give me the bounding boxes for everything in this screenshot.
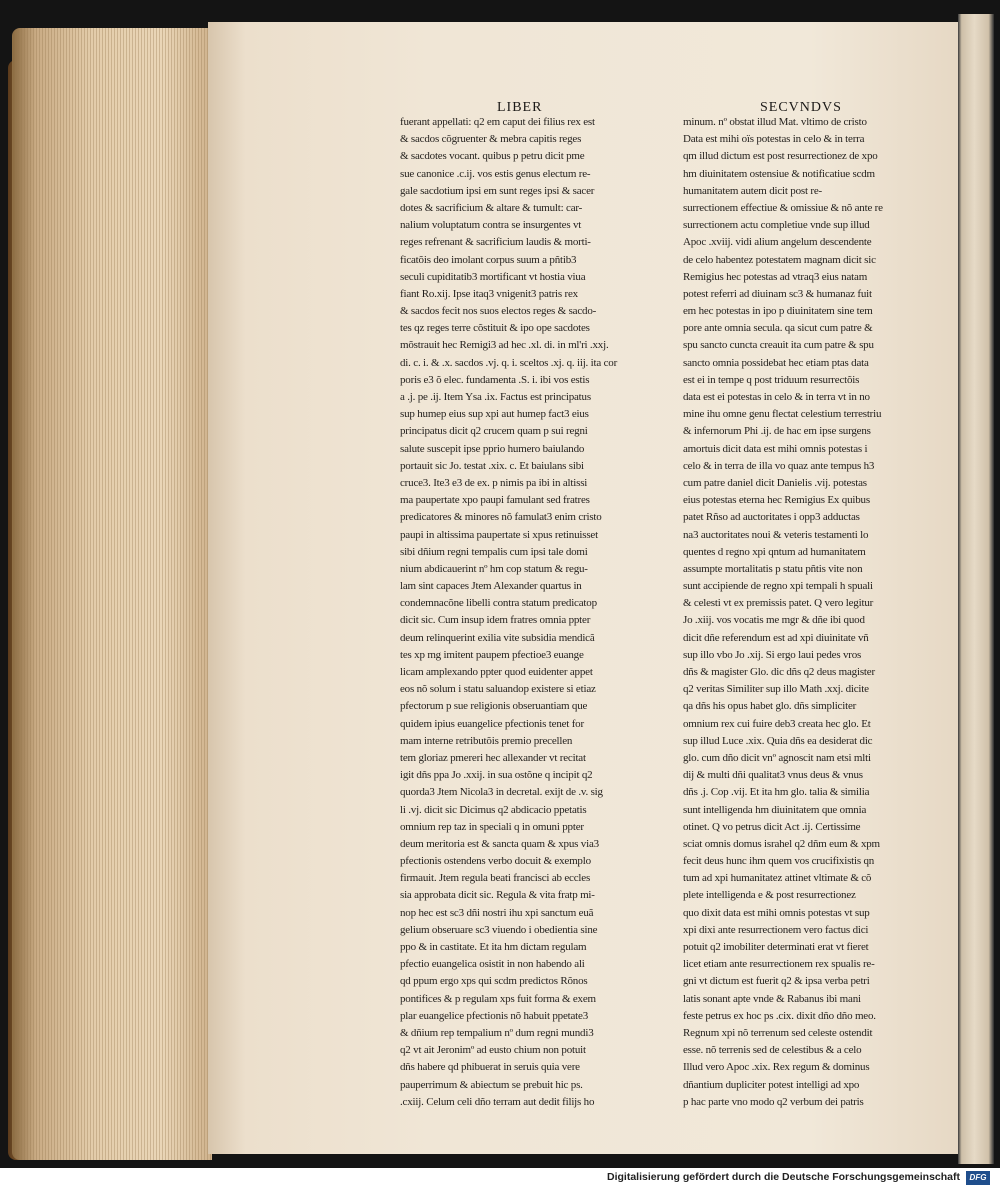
text-line: nalium voluptatum contra se insurgentes vt: [400, 219, 582, 232]
text-line: na3 auctoritates noui & veteris testamenti lo: [683, 528, 869, 541]
text-line: Apoc .xviij. vidi alium angelum descendente: [683, 236, 872, 249]
text-line: gale sacdotium ipsi em sunt reges ipsi & sacer: [400, 184, 595, 197]
text-line: li .vj. dicit sic Dicimus q2 abdicacio ppetatis: [400, 803, 587, 816]
text-line: q2 vt ait Jeronimº ad eusto chium non potuit: [400, 1044, 586, 1057]
text-line: tes xp mg imitent paupem pfectioe3 euange: [400, 648, 584, 661]
text-line: dñantium dupliciter potest intelligi ad xpo: [683, 1078, 860, 1091]
text-line: latis sonant apte vnde & Rabanus ibi mani: [683, 992, 861, 1005]
text-line: plar euangelice pfectionis nõ habuit ppetate3: [400, 1009, 589, 1022]
text-line: hm diuinitatem ostensiue & notificatiue scdm: [683, 167, 875, 180]
text-line: a .j. pe .ij. Item Ysa .ix. Factus est principatus: [400, 391, 591, 403]
text-line: quo dixit data est mihi omnis potestas vt sup: [683, 906, 870, 919]
dfg-logo: DFG: [966, 1171, 990, 1185]
text-line: cum patre daniel dicit Danielis .vij. potestas: [683, 476, 867, 489]
text-line: sunt accipiende de regno xpi tempali h spuali: [683, 580, 873, 593]
text-line: dicit sic. Cum insup idem fratres omnia ppter: [400, 614, 591, 627]
text-line: sancto omnia possidebat hec etiam ptas data: [683, 356, 869, 369]
text-line: qd ppum ergo xps qui scdm predictos Rõnos: [400, 975, 588, 988]
text-line: mõstrauit hec Remigi3 ad hec .xl. di. in ml'ri .xxj.: [400, 339, 609, 352]
text-line: spu sancto cuncta creauit ita cum patre & spu: [683, 339, 874, 352]
text-line: q2 veritas Similiter sup illo Math .xxj. dicite: [683, 683, 869, 696]
text-line: firmauit. Jtem regula beati francisci ab eccles: [400, 872, 591, 885]
text-line: igit dñs ppa Jo .xxij. in sua ostõne q incipit q2: [400, 769, 593, 782]
facing-page-edge: [958, 14, 994, 1164]
text-line: qm illud dictum est post resurrectionez de xpo: [683, 150, 878, 163]
text-line: dicit dñe referendum est ad xpi diuinitate vñ: [683, 631, 869, 644]
text-line: fecit deus hunc ihm quem vos crucifixistis qn: [683, 855, 875, 868]
text-line: licam amplexando ppter quod euidenter appet: [400, 666, 593, 678]
text-line: condemnacõne libelli contra statum predicatop: [400, 597, 597, 610]
text-line: est ei in tempe q post triduum resurrectõis: [683, 373, 860, 386]
text-line: omnium rep taz in speciali q in omuni ppter: [400, 820, 584, 833]
text-line: surrectionem effectiue & omissiue & nõ ante re: [683, 201, 883, 214]
text-line: Data est mihi oïs potestas in celo & in terra: [683, 133, 865, 146]
text-line: lam sint capaces Jtem Alexander quartus in: [400, 580, 582, 593]
text-line: Remigius hec potestas ad vtraq3 eius natam: [683, 270, 868, 283]
text-line: quentes d regno xpi qntum ad humanitatem: [683, 545, 866, 558]
text-line: eius potestas eterna hec Remigius Ex quibus: [683, 494, 870, 507]
text-line: potuit q2 imobiliter determinati erat vt fieret: [683, 941, 869, 953]
text-line: celo & in terra de illa vo quaz ante tempus h3: [683, 459, 875, 472]
text-line: pfectorum p sue religionis obseruantiam que: [400, 700, 588, 713]
text-line: sup illo vbo Jo .xij. Si ergo laui pedes vros: [683, 648, 862, 661]
running-head-right: SECVNDVS: [760, 100, 842, 115]
text-line: nium abdicauerint nº hm cop statum & regu-: [400, 562, 588, 575]
text-line: & sacdos cõgruenter & mebra capitis reges: [400, 133, 582, 146]
text-line: pontifices & p regulam xps fuit forma & exem: [400, 992, 596, 1005]
text-line: sia approbata dicit sic. Regula & vita fratp mi-: [400, 889, 595, 902]
text-line: gni vt dictum est fuerit q2 & ipsa verba petri: [683, 975, 870, 988]
text-line: & sacdos fecit nos suos electos reges & sacdo-: [400, 305, 597, 318]
text-line: dñs & magister Glo. dic dñs q2 deus magister: [683, 666, 875, 678]
text-line: patet Rñso ad auctoritates i opp3 adductas: [683, 511, 860, 524]
text-line: quidem ipius euangelice pfectionis tenet for: [400, 717, 584, 730]
funding-credit: Digitalisierung gefördert durch die Deutsche Forschungsgemeinschaft: [607, 1171, 960, 1183]
text-line: feste petrus ex hoc ps .cix. dixit dño dño meo.: [683, 1009, 876, 1022]
text-column-left: [400, 114, 618, 1111]
footer-bar: [0, 1168, 1000, 1189]
text-line: Illud vero Apoc .xix. Rex regum & dominus: [683, 1061, 870, 1074]
text-line: pore ante omnia secula. qa sicut cum patre &: [683, 322, 873, 335]
text-line: glo. cum dño dicit vnº agnoscit nam etsi mlti: [683, 751, 871, 764]
text-line: pauperrimum & abiectum se prebuit hic ps.: [400, 1078, 583, 1091]
text-line: Regnum xpi nõ terrenum sed celeste ostendit: [683, 1026, 873, 1039]
text-line: cruce3. Ite3 e3 de ex. p nimis pa ibi in altissi: [400, 476, 588, 489]
text-line: deum relinquerint exilia vite subsidia mendicã: [400, 631, 595, 644]
text-line: nop hec est sc3 dñi nostri ihu xpi sanctum euã: [400, 906, 594, 919]
text-line: pfectionis ostendens verbo docuit & exemplo: [400, 855, 591, 868]
text-line: sciat omnis domus israhel q2 dñm eum & xpm: [683, 837, 880, 850]
text-line: p hac parte vno modo q2 verbum dei patris: [683, 1095, 864, 1108]
text-line: esse. nõ terrenis sed de celestibus & a celo: [683, 1044, 862, 1057]
text-line: dij & multi dñi qualitat3 vnus deus & vnus: [683, 769, 863, 782]
text-line: deum meritoria est & sancta quam & xpus via3: [400, 837, 599, 850]
text-line: tem gloriaz pmereri hec allexander vt recitat: [400, 751, 586, 764]
text-line: & infernorum Phi .ij. de hac em ipse surgens: [683, 425, 871, 438]
text-line: data est ei potestas in celo & in terra vt in no: [683, 391, 870, 403]
text-line: otinet. Q vo petrus dicit Act .ij. Certissime: [683, 820, 861, 833]
text-line: salute suscepit ipse pprio humero baiulando: [400, 442, 585, 455]
text-line: .cxiij. Celum celi dño terram aut dedit filijs ho: [400, 1095, 595, 1108]
text-line: gelium obseruare sc3 viuendo i obedientia sine: [400, 923, 598, 936]
text-line: de celo habentez potestatem magnam dicit sic: [683, 253, 876, 266]
text-line: predicatores & minores nõ famulat3 enim cristo: [400, 511, 602, 524]
page-stack-edges: [12, 28, 212, 1160]
text-line: sunt intelligenda hm diuinitatem que omnia: [683, 803, 867, 816]
text-line: quorda3 Jtem Nicola3 in decretal. exijt de .v. sig: [400, 786, 603, 799]
text-line: & sacdotes vocant. quibus p petru dicit pme: [400, 150, 585, 163]
text-line: fuerant appellati: q2 em caput dei filius rex est: [400, 116, 595, 128]
text-line: licet etiam ante resurrectionem rex spualis re-: [683, 958, 875, 971]
text-line: tum ad xpi humanitatez attinet vltimate & cõ: [683, 872, 872, 885]
text-line: fiant Ro.xij. Ipse itaq3 vnigenit3 patris rex: [400, 287, 578, 300]
text-line: sue canonice .c.ij. vos estis genus electum re-: [400, 167, 591, 180]
running-head-left: LIBER: [497, 100, 543, 115]
text-line: dñs .j. Cop .vij. Et ita hm glo. talia & similia: [683, 786, 870, 799]
text-line: surrectionem actu completiue vnde sup illud: [683, 219, 870, 232]
text-line: sup humep eius sup xpi aut humep fact3 eius: [400, 408, 589, 421]
text-line: amortuis dicit data est mihi omnis potestas i: [683, 442, 868, 455]
text-line: ma paupertate xpo paupi famulant sed fratres: [400, 494, 590, 507]
text-line: xpi dixi ante resurrectionem vero factus dici: [683, 923, 869, 936]
text-line: poris e3 õ elec. fundamenta .S. i. ibi vos estis: [400, 373, 590, 386]
text-line: ficatõis deo imolant corpus suum a pñtib3: [400, 253, 577, 266]
text-line: dñs habere qd phibuerat in seruis quia vere: [400, 1061, 580, 1074]
text-line: minum. nº obstat illud Mat. vltimo de cristo: [683, 116, 867, 128]
text-line: dotes & sacrificium & altare & tumult: car-: [400, 201, 583, 214]
text-line: omnium rex cui fuire deb3 creata hec glo. Et: [683, 717, 871, 730]
text-line: pfectio euangelica osistit in non habendo ali: [400, 958, 585, 971]
text-line: & celesti vt ex premissis patet. Q vero legitur: [683, 597, 874, 610]
text-line: mine ihu omne genu flectat celestium terrestriu: [683, 408, 882, 421]
text-line: portauit sic Jo. testat .xix. c. Et baiulans sibi: [400, 459, 584, 472]
text-line: sibi dñium regni tempalis cum ipsi tale domi: [400, 545, 588, 558]
text-line: humanitatem autem dicit post re-: [683, 184, 823, 197]
text-line: seculi cupiditatib3 mortificant vt hostia viua: [400, 270, 586, 283]
text-line: assumpte mortalitatis p statu pñtis vite non: [683, 562, 863, 575]
text-line: principatus dicit q2 crucem quam p sui regni: [400, 425, 588, 438]
text-line: mam interne retributõis premio precellen: [400, 734, 573, 747]
text-line: plete intelligenda e & post resurrectionez: [683, 889, 856, 902]
text-line: Jo .xiij. vos vocatis me mgr & dñe ibi quod: [683, 614, 865, 627]
text-line: eos nõ solum i statu saluandop existere si etiaz: [400, 683, 596, 696]
text-line: em hec potestas in ipo p diuinitatem sine tem: [683, 305, 873, 318]
text-line: qa dñs his opus habet glo. dñs simpliciter: [683, 700, 857, 713]
text-line: & dñium rep tempalium nº dum regni mundi3: [400, 1026, 594, 1039]
text-line: sup illud Luce .xix. Quia dñs ea desiderat dic: [683, 734, 873, 747]
text-line: ppo & in castitate. Et ita hm dictam regulam: [400, 941, 587, 953]
text-column-right: [683, 114, 901, 1111]
text-line: di. c. i. & .x. sacdos .vj. q. i. sceltos .xj. q. iij. ita cor: [400, 356, 618, 369]
text-line: tes qz reges terre cõstituit & ipo ope sacdotes: [400, 322, 590, 335]
text-line: potest referri ad diuinam sc3 & humanaz fuit: [683, 287, 872, 300]
text-line: reges refrenant & sacrificium laudis & morti-: [400, 236, 591, 249]
text-line: paupi in altissima paupertate si xpus retinuisset: [400, 528, 598, 541]
